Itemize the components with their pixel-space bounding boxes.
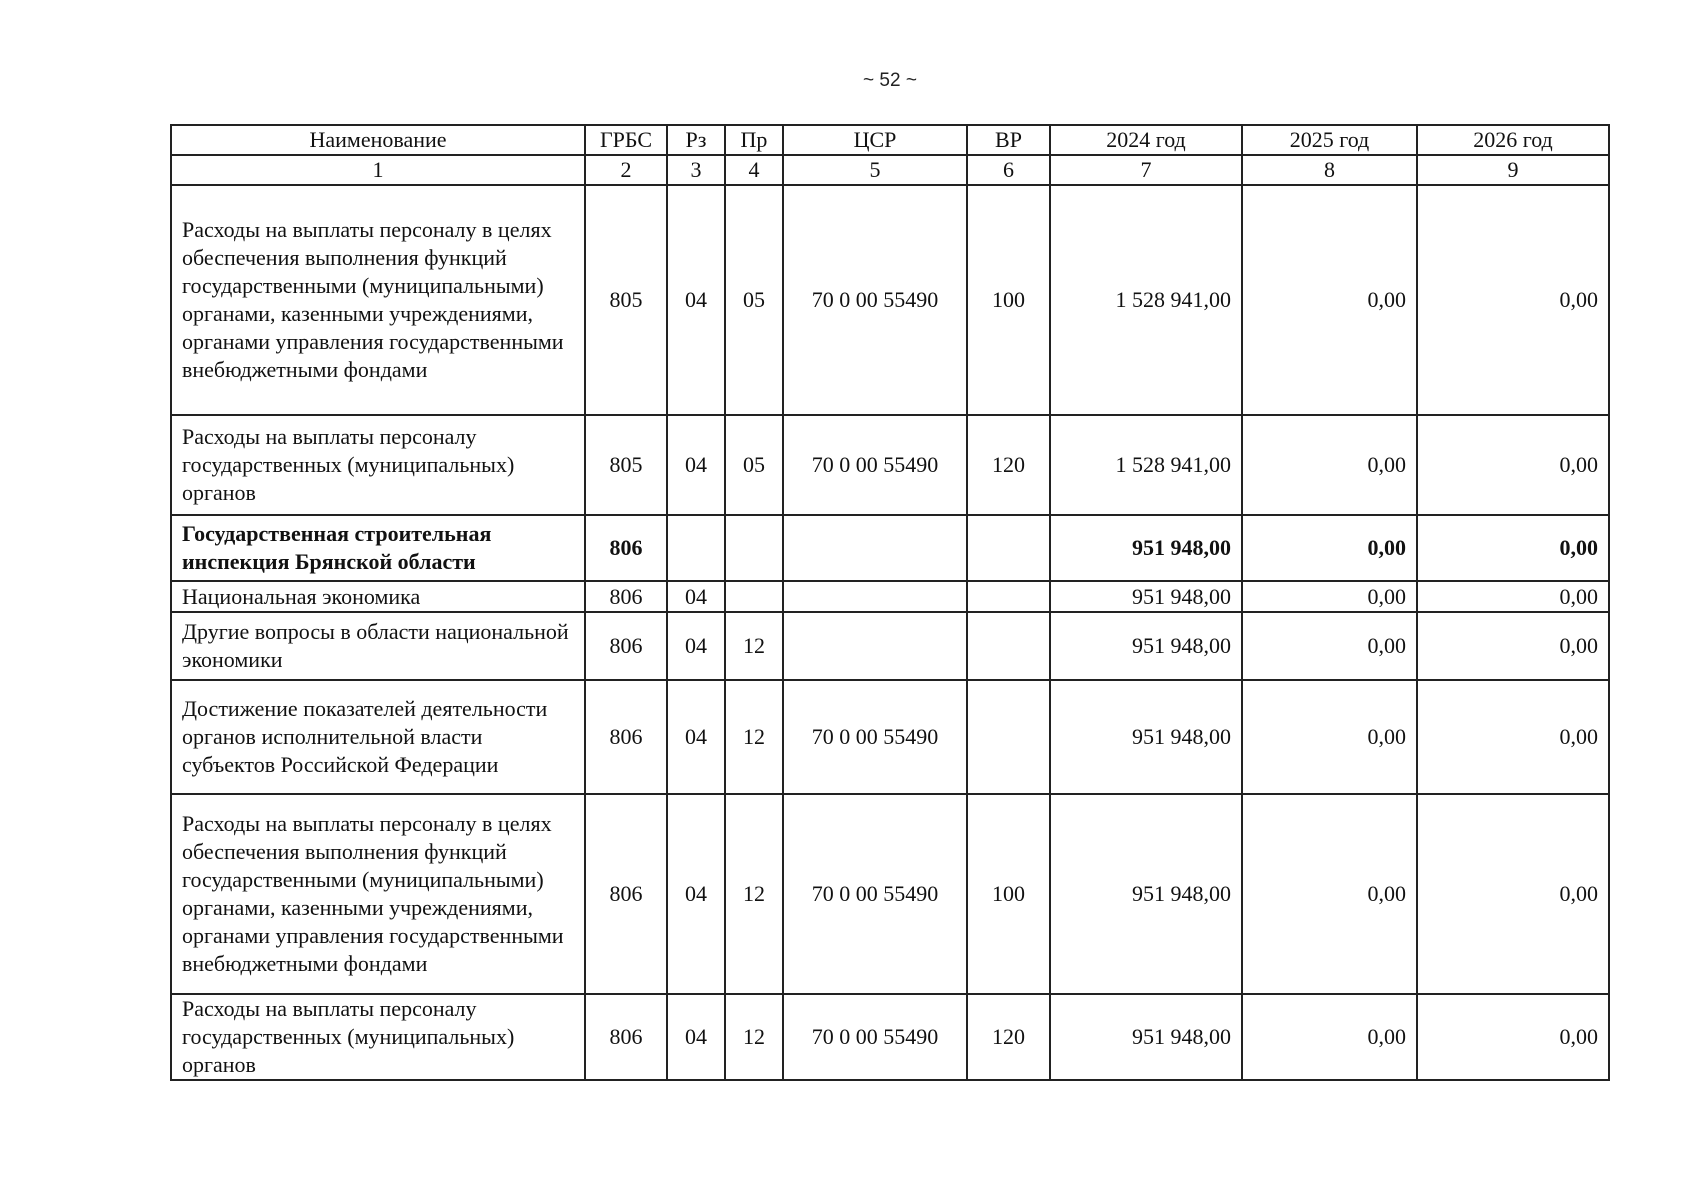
row-rz: 04 <box>667 185 725 415</box>
row-grbs: 806 <box>585 794 667 994</box>
row-pr: 12 <box>725 680 783 794</box>
header-2026: 2026 год <box>1417 125 1609 155</box>
row-rz <box>667 515 725 581</box>
row-2026: 0,00 <box>1417 994 1609 1080</box>
row-2025: 0,00 <box>1242 794 1417 994</box>
row-2024: 951 948,00 <box>1050 581 1242 612</box>
table-row <box>171 185 1609 415</box>
row-2025: 0,00 <box>1242 581 1417 612</box>
row-csr: 70 0 00 55490 <box>783 415 967 515</box>
column-number: 5 <box>783 155 967 185</box>
table-body <box>171 185 1609 1080</box>
header-rz: Рз <box>667 125 725 155</box>
column-number: 1 <box>171 155 585 185</box>
row-vr <box>967 581 1050 612</box>
row-name: Расходы на выплаты персоналу в целях обеспечения выполнения функций государственными (муниципальными) органами, казенными учреждениями, органами управления государственными внебюджетными фондами <box>171 185 585 415</box>
row-name: Национальная экономика <box>171 581 585 612</box>
row-2026: 0,00 <box>1417 680 1609 794</box>
header-name: Наименование <box>171 125 585 155</box>
row-pr: 05 <box>725 415 783 515</box>
column-number: 4 <box>725 155 783 185</box>
header-pr: Пр <box>725 125 783 155</box>
budget-table <box>170 124 1610 1081</box>
row-name: Расходы на выплаты персоналу в целях обеспечения выполнения функций государственными (муниципальными) органами, казенными учреждениями, органами управления государственными внебюджетными фондами <box>171 794 585 994</box>
row-name: Расходы на выплаты персоналу государственных (муниципальных) органов <box>171 994 585 1080</box>
header-2024: 2024 год <box>1050 125 1242 155</box>
row-2024: 951 948,00 <box>1050 794 1242 994</box>
row-grbs: 806 <box>585 680 667 794</box>
row-name: Расходы на выплаты персоналу государственных (муниципальных) органов <box>171 415 585 515</box>
row-2024: 1 528 941,00 <box>1050 415 1242 515</box>
table-row <box>171 680 1609 794</box>
row-2025: 0,00 <box>1242 680 1417 794</box>
row-name: Другие вопросы в области национальной экономики <box>171 612 585 680</box>
header-2025: 2025 год <box>1242 125 1417 155</box>
row-rz: 04 <box>667 994 725 1080</box>
row-grbs: 806 <box>585 515 667 581</box>
row-rz: 04 <box>667 680 725 794</box>
row-vr <box>967 680 1050 794</box>
row-vr: 100 <box>967 185 1050 415</box>
row-pr: 12 <box>725 794 783 994</box>
header-vr: ВР <box>967 125 1050 155</box>
row-2024: 1 528 941,00 <box>1050 185 1242 415</box>
row-vr <box>967 612 1050 680</box>
column-number: 6 <box>967 155 1050 185</box>
row-rz: 04 <box>667 415 725 515</box>
row-2025: 0,00 <box>1242 415 1417 515</box>
row-2025: 0,00 <box>1242 612 1417 680</box>
column-number: 9 <box>1417 155 1609 185</box>
table-row <box>171 994 1609 1080</box>
row-rz: 04 <box>667 581 725 612</box>
row-2024: 951 948,00 <box>1050 680 1242 794</box>
row-2026: 0,00 <box>1417 185 1609 415</box>
row-pr <box>725 515 783 581</box>
row-2024: 951 948,00 <box>1050 994 1242 1080</box>
row-grbs: 805 <box>585 415 667 515</box>
row-vr <box>967 515 1050 581</box>
row-grbs: 806 <box>585 994 667 1080</box>
row-2026: 0,00 <box>1417 581 1609 612</box>
row-pr: 12 <box>725 994 783 1080</box>
column-number: 8 <box>1242 155 1417 185</box>
table-row <box>171 794 1609 994</box>
table-row <box>171 515 1609 581</box>
row-rz: 04 <box>667 794 725 994</box>
row-vr: 120 <box>967 994 1050 1080</box>
row-pr <box>725 581 783 612</box>
row-vr: 100 <box>967 794 1050 994</box>
row-csr: 70 0 00 55490 <box>783 994 967 1080</box>
row-name: Достижение показателей деятельности органов исполнительной власти субъектов Российской Федерации <box>171 680 585 794</box>
row-pr: 05 <box>725 185 783 415</box>
header-csr: ЦСР <box>783 125 967 155</box>
row-grbs: 805 <box>585 185 667 415</box>
row-csr: 70 0 00 55490 <box>783 185 967 415</box>
row-2026: 0,00 <box>1417 612 1609 680</box>
row-2026: 0,00 <box>1417 415 1609 515</box>
row-vr: 120 <box>967 415 1050 515</box>
row-csr: 70 0 00 55490 <box>783 680 967 794</box>
column-number: 3 <box>667 155 725 185</box>
column-number: 7 <box>1050 155 1242 185</box>
row-2025: 0,00 <box>1242 994 1417 1080</box>
row-2025: 0,00 <box>1242 185 1417 415</box>
header-grbs: ГРБС <box>585 125 667 155</box>
page-number: ~ 52 ~ <box>863 70 917 91</box>
row-grbs: 806 <box>585 581 667 612</box>
row-csr: 70 0 00 55490 <box>783 794 967 994</box>
column-number-row <box>171 155 1609 185</box>
row-2024: 951 948,00 <box>1050 612 1242 680</box>
row-rz: 04 <box>667 612 725 680</box>
row-2026: 0,00 <box>1417 515 1609 581</box>
row-pr: 12 <box>725 612 783 680</box>
table-row <box>171 612 1609 680</box>
row-2024: 951 948,00 <box>1050 515 1242 581</box>
table-row <box>171 415 1609 515</box>
row-csr <box>783 581 967 612</box>
row-2026: 0,00 <box>1417 794 1609 994</box>
row-csr <box>783 515 967 581</box>
row-grbs: 806 <box>585 612 667 680</box>
column-number: 2 <box>585 155 667 185</box>
row-2025: 0,00 <box>1242 515 1417 581</box>
table-row <box>171 581 1609 612</box>
header-row <box>171 125 1609 155</box>
row-name: Государственная строительная инспекция Брянской области <box>171 515 585 581</box>
row-csr <box>783 612 967 680</box>
